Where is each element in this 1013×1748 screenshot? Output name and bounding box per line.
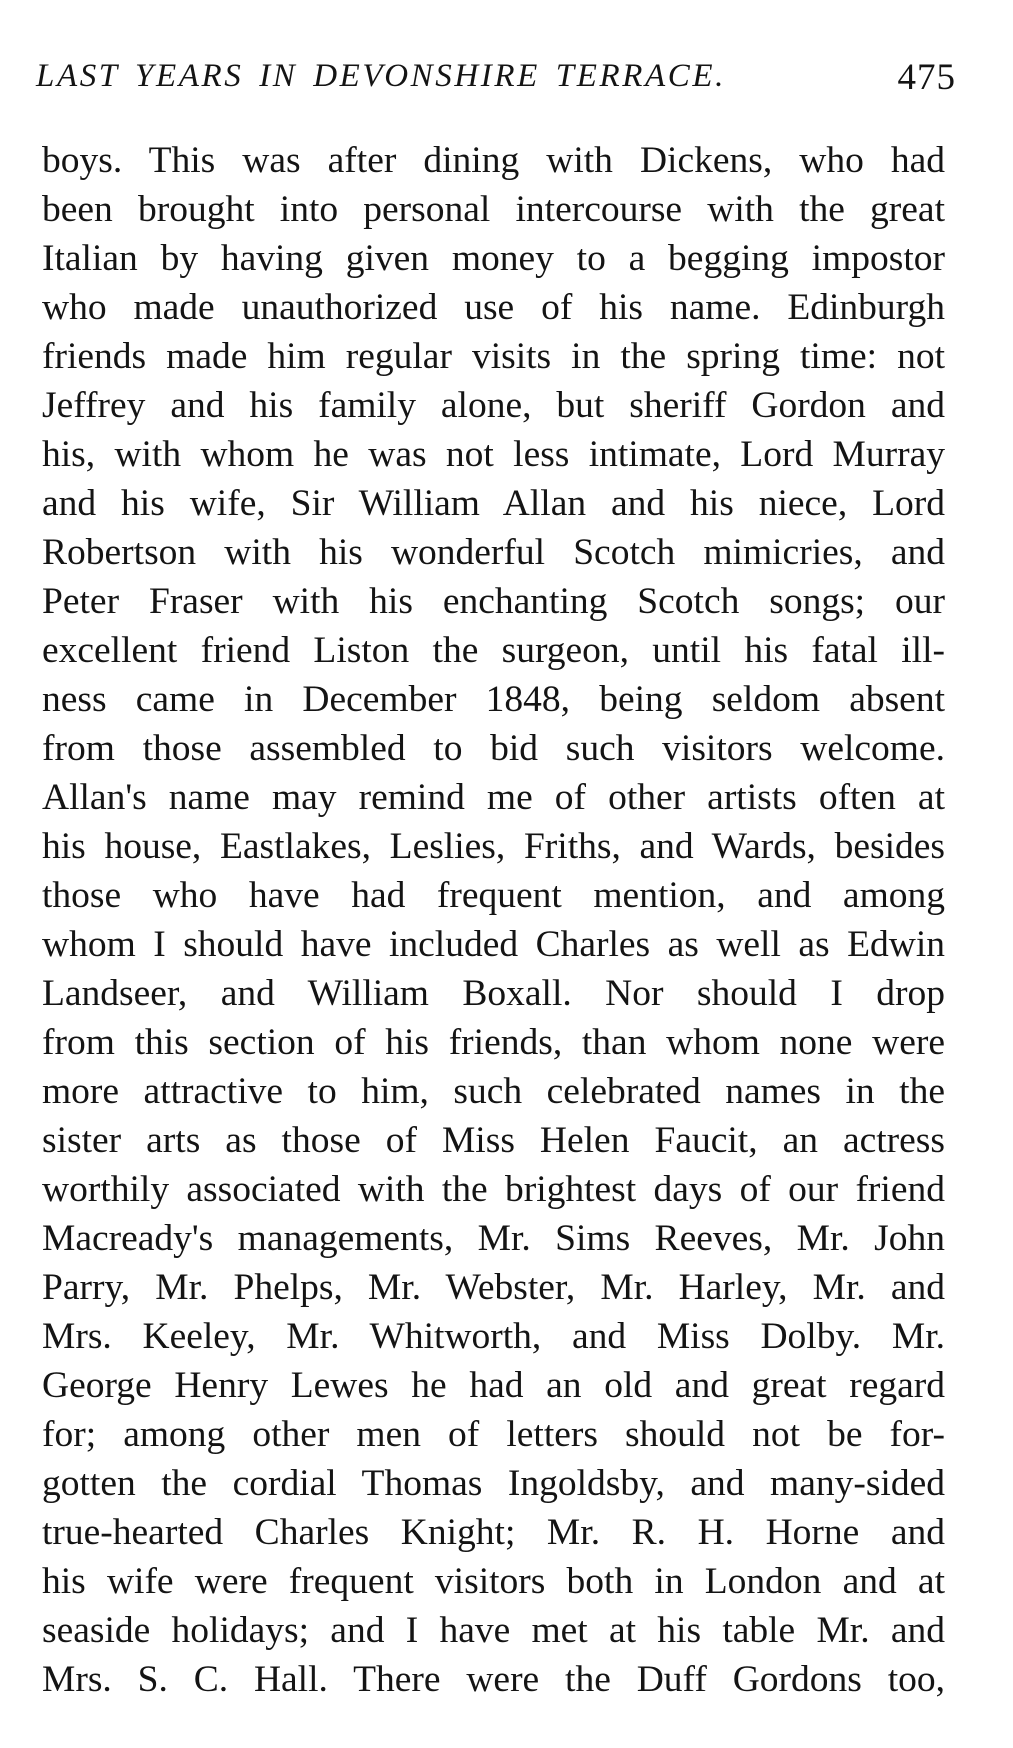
- text-line: whom I should have included Charles as well as Edwin: [42, 924, 945, 965]
- text-line: Mrs. Keeley, Mr. Whitworth, and Miss Dolby. Mr.: [42, 1316, 945, 1357]
- text-line: Landseer, and William Boxall. Nor should I drop: [42, 973, 945, 1014]
- text-line: his house, Eastlakes, Leslies, Friths, and Wards, besides: [42, 826, 945, 867]
- text-line: friends made him regular visits in the spring time: not: [42, 336, 945, 377]
- text-line: Macready's managements, Mr. Sims Reeves, Mr. John: [42, 1218, 945, 1259]
- text-line: sister arts as those of Miss Helen Faucit, an actress: [42, 1120, 945, 1161]
- page-number: 475: [897, 57, 956, 98]
- text-line: his wife were frequent visitors both in London and at: [42, 1561, 945, 1602]
- body-text: [42, 136, 945, 1704]
- text-line: excellent friend Liston the surgeon, until his fatal ill-: [42, 630, 945, 671]
- text-line: those who have had frequent mention, and among: [42, 875, 945, 916]
- text-line: Italian by having given money to a begging impostor: [42, 238, 945, 279]
- text-line: worthily associated with the brightest days of our friend: [42, 1169, 945, 1210]
- text-line: true-hearted Charles Knight; Mr. R. H. Horne and: [42, 1512, 945, 1553]
- text-line: Allan's name may remind me of other artists often at: [42, 777, 945, 818]
- text-line: Parry, Mr. Phelps, Mr. Webster, Mr. Harley, Mr. and: [42, 1267, 945, 1308]
- text-line: ness came in December 1848, being seldom absent: [42, 679, 945, 720]
- text-line: for; among other men of letters should not be for-: [42, 1414, 945, 1455]
- text-line: boys. This was after dining with Dickens, who had: [42, 140, 945, 181]
- text-line: been brought into personal intercourse with the great: [42, 189, 945, 230]
- text-line: Robertson with his wonderful Scotch mimicries, and: [42, 532, 945, 573]
- text-line: more attractive to him, such celebrated names in the: [42, 1071, 945, 1112]
- text-line: seaside holidays; and I have met at his table Mr. and: [42, 1610, 945, 1651]
- text-line: from those assembled to bid such visitors welcome.: [42, 728, 945, 769]
- text-line: Peter Fraser with his enchanting Scotch songs; our: [42, 581, 945, 622]
- text-line: George Henry Lewes he had an old and great regard: [42, 1365, 945, 1406]
- text-line: Jeffrey and his family alone, but sheriff Gordon and: [42, 385, 945, 426]
- running-head: [36, 48, 956, 108]
- text-line: from this section of his friends, than whom none were: [42, 1022, 945, 1063]
- text-line: and his wife, Sir William Allan and his niece, Lord: [42, 483, 945, 524]
- text-line: who made unauthorized use of his name. Edinburgh: [42, 287, 945, 328]
- text-line: Mrs. S. C. Hall. There were the Duff Gordons too,: [42, 1659, 945, 1700]
- running-title: LAST YEARS IN DEVONSHIRE TERRACE.: [36, 58, 726, 94]
- text-line: his, with whom he was not less intimate, Lord Murray: [42, 434, 945, 475]
- text-line: gotten the cordial Thomas Ingoldsby, and many-sided: [42, 1463, 945, 1504]
